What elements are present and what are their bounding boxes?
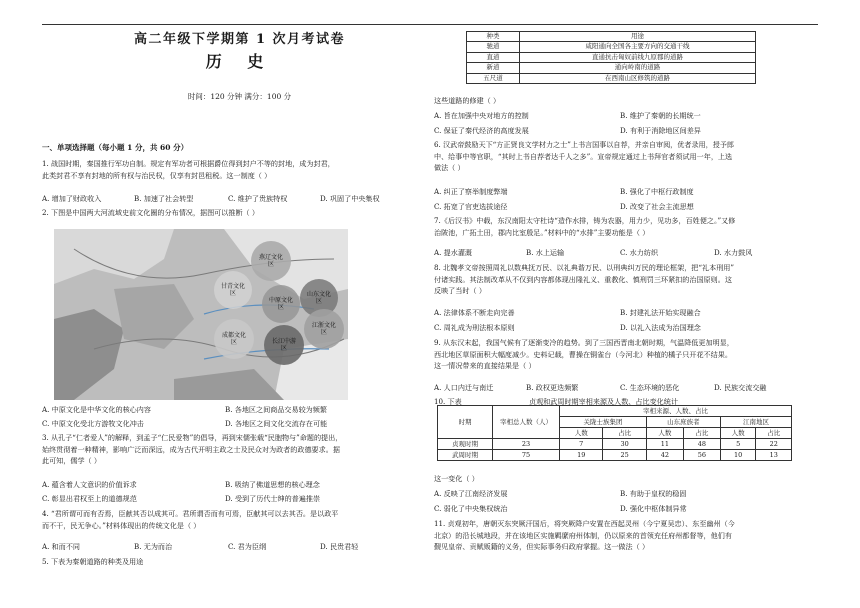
table-row: 武周时期 75 19 25 42 56 10 13 bbox=[438, 450, 792, 461]
label-yanliao: 燕辽文化区 bbox=[259, 254, 284, 268]
question-4: 4. “君所谓可而有否焉，臣献其否以成其可。君所谓否而有可焉，臣献其可以去其否。是以政平 而不干，民无争心。”材料体现出的传统文化是（ ） bbox=[42, 509, 339, 530]
q8-option-b[interactable]: B. 封建礼法开始实现融合 bbox=[620, 308, 701, 317]
q4-option-b[interactable]: B. 无为而治 bbox=[134, 542, 173, 551]
q3-option-c[interactable]: C. 彰显出君权至上的道德规范 bbox=[42, 494, 137, 503]
question-7: 7.《后汉书》中载，东汉南阳太守杜诗“造作水排，铸为农器，用力少，见功多，百姓便之。”又修 治陂池，广拓土田，郡内比室殷足。”材料中的“水排”主要功能是（ ） bbox=[434, 216, 736, 237]
q4-options bbox=[42, 541, 437, 553]
q2-option-b[interactable]: B. 各地区之间商品交易较为频繁 bbox=[225, 405, 327, 414]
q2-options-row1 bbox=[42, 404, 437, 416]
label-changjiang: 长江中游区 bbox=[272, 338, 297, 352]
q4-option-a[interactable]: A. 和而不同 bbox=[42, 542, 81, 551]
q1-option-a[interactable]: A. 增加了财政收入 bbox=[42, 194, 102, 203]
q3-option-d[interactable]: D. 受到了历代士绅的普遍推崇 bbox=[225, 494, 321, 503]
question-11: 11. 贞观初年，唐朝灭东突厥汗国后，将突厥降户安置在西起灵州（今宁夏吴忠）、东至幽州（今 北京）的沿长城地段，并在该地区实施羁縻府州体制，仍以原来的首领充任府州都督等，他们有 觐见皇帝、贡赋贩籍的义务，但实际事务归政府掌握。这一做法（ ） bbox=[434, 519, 735, 552]
q6-option-d[interactable]: D. 改变了社会主流思想 bbox=[620, 202, 694, 211]
q2-option-c[interactable]: C. 中原文化受北方游牧文化冲击 bbox=[42, 419, 144, 428]
q10-tail: 这一变化（ ） bbox=[434, 474, 479, 483]
q10-options-row2 bbox=[434, 503, 826, 515]
question-9: 9. 从东汉末起，我国气候有了逐渐变冷的趋势。到了三国西晋南北朝时期，气温降低更加明显， 西北地区草原面积大幅度减少。史料记载，曹操在铜雀台（今河北）种植的橘子只开花不结果。 这一情况带来的直接结果是（ ） bbox=[434, 338, 734, 371]
label-jiangzhe: 江浙文化区 bbox=[312, 322, 337, 336]
table-row: 五尺道 在西南山区修筑的道路 bbox=[467, 73, 756, 83]
q7-option-a[interactable]: A. 提水灌溉 bbox=[434, 248, 473, 257]
table-row: 贞观时期 23 7 30 11 48 5 22 bbox=[438, 439, 792, 450]
q9-option-b[interactable]: B. 政权更迭频繁 bbox=[526, 383, 579, 392]
q1-option-c[interactable]: C. 维护了贵族特权 bbox=[228, 194, 288, 203]
q9-option-a[interactable]: A. 人口内迁与南迁 bbox=[434, 383, 494, 392]
label-shandong: 山东文化区 bbox=[307, 291, 332, 305]
q4-option-d[interactable]: D. 民贵君轻 bbox=[320, 542, 359, 551]
th-region-jiangnan: 江南地区 bbox=[720, 417, 791, 428]
q10-options-row1 bbox=[434, 488, 826, 500]
q2-options-row2 bbox=[42, 418, 437, 430]
road-header-type: 种类 bbox=[467, 32, 520, 42]
q10-option-b[interactable]: B. 有助于皇权的稳固 bbox=[620, 489, 687, 498]
q10-option-d[interactable]: D. 强化中枢体制异常 bbox=[620, 504, 687, 513]
q9-option-c[interactable]: C. 生态环境的恶化 bbox=[620, 383, 680, 392]
q8-option-c[interactable]: C. 周礼成为刑法根本原则 bbox=[434, 323, 515, 332]
time-info: 时间：120 分钟 满分：100 分 bbox=[187, 92, 292, 101]
q3-option-b[interactable]: B. 吸纳了佛道思想的核心理念 bbox=[225, 480, 320, 489]
th-region-shandong: 山东庶族者 bbox=[646, 417, 720, 428]
right-column-lower bbox=[434, 0, 826, 608]
question-5: 5. 下表为秦朝道路的种类及用途 bbox=[42, 557, 144, 566]
section-heading: 一、单项选择题（每小题 1 分，共 60 分） bbox=[42, 143, 189, 152]
q2-option-a[interactable]: A. 中原文化是中华文化的核心内容 bbox=[42, 405, 151, 414]
premier-table: 时期 宰相总人数（人） 宰相来源、人数、占比 关陇士族集团 山东庶族者 江南地区 人数 占比 人数 占比 人数 占比 贞观时期 23 7 30 11 48 5 22 武周时期 75 19 25 42 56 10 13 bbox=[437, 405, 792, 461]
q5-option-b[interactable]: B. 维护了秦朝的长期统一 bbox=[620, 111, 701, 120]
subject-title: 历 史 bbox=[205, 52, 274, 71]
q1-option-b[interactable]: B. 加速了社会转型 bbox=[134, 194, 194, 203]
q3-options-row1 bbox=[42, 479, 437, 491]
road-header-use: 用途 bbox=[520, 32, 756, 42]
q10-number: 10. 下表 bbox=[434, 397, 462, 406]
question-6: 6. 汉武帝鼓励天下“方正贤良文学材力之士”上书言国事以自荐，并亲自审阅，优者录用，授予郎 中、给事中等官职，“其时上书自荐者达千人之多”。宣帝规定通过上书拜官者须试用一年，上选 做法（ ） bbox=[434, 140, 735, 173]
q3-option-a[interactable]: A. 蕴含着人文意识的价值诉求 bbox=[42, 480, 137, 489]
th-region-guanlong: 关陇士族集团 bbox=[560, 417, 647, 428]
q5-tail: 这些道路的修建（ ） bbox=[434, 96, 501, 105]
q10-caption: 贞观和武周时期宰相来源及人数、占比变化统计 bbox=[529, 397, 678, 406]
table-row: 直道 直通抗击匈奴前线九原郡的道路 bbox=[467, 52, 756, 62]
q5-option-a[interactable]: A. 旨在加强中央对地方的控制 bbox=[434, 111, 529, 120]
label-chengdu: 成都文化区 bbox=[222, 332, 247, 346]
q10-option-c[interactable]: C. 弱化了中央集权统治 bbox=[434, 504, 508, 513]
th-group: 宰相来源、人数、占比 bbox=[560, 406, 792, 417]
label-gangqing: 甘青文化区 bbox=[221, 283, 246, 297]
question-8: 8. 北魏孝文帝按照周礼以数典抚万民、以礼典谐万民、以刑典纠万民的理论框架，把“礼本刑用” 付诸实践。其法制改革从不仅到内容都体现出隆礼义、重教化、慎刑罚三环紧扣的治国原则。这 反映了当时（ ） bbox=[434, 263, 735, 296]
th-period: 时期 bbox=[438, 406, 493, 439]
q2-option-d[interactable]: D. 各地区之间文化交流存在可能 bbox=[225, 419, 328, 428]
question-1: 1. 战国时期，秦国推行军功自制。规定有军功者可根据爵位得到封户不等的封地，成为封君， 此类封君不享有封地的所有权与治民权，仅享有封邑租税。这一制度（ ） bbox=[42, 159, 335, 180]
label-zhongyuan: 中原文化区 bbox=[269, 297, 294, 311]
q5-option-c[interactable]: C. 保证了秦代经济的高度发展 bbox=[434, 126, 529, 135]
q3-options-row2 bbox=[42, 493, 437, 505]
q7-option-b[interactable]: B. 水上运输 bbox=[526, 248, 565, 257]
q8-option-d[interactable]: D. 以礼入法成为治国理念 bbox=[620, 323, 701, 332]
question-2: 2. 下图是中国两大河流域史前文化圈的分布情况，据图可以推断（ ） bbox=[42, 208, 259, 217]
q8-option-a[interactable]: A. 法律体系不断走向完善 bbox=[434, 308, 515, 317]
q6-option-a[interactable]: A. 纠正了察举制度弊端 bbox=[434, 187, 508, 196]
question-3: 3. 从孔子“仁者爱人”的解释，到孟子“仁民爱物”的倡导，再到宋儒张载“民胞物与”命题的提出， 始终贯彻着一种精神，影响广泛而深远，成为古代开明主政之士及民众对为政者的政德要求。据 此可知，儒学（ ） bbox=[42, 433, 343, 466]
q7-option-d[interactable]: D. 水力鼓风 bbox=[714, 248, 753, 257]
q6-option-c[interactable]: C. 拓宽了官吏选拔途径 bbox=[434, 202, 508, 211]
table-row: 新道 通向岭南的道路 bbox=[467, 63, 756, 73]
exam-title: 高二年级下学期第 1 次月考试卷 bbox=[133, 32, 346, 47]
table-row: 驰道 咸阳通向全国各主要方向的交通干线 bbox=[467, 42, 756, 52]
q6-option-b[interactable]: B. 强化了中枢行政制度 bbox=[620, 187, 694, 196]
q1-option-d[interactable]: D. 巩固了中央集权 bbox=[320, 194, 380, 203]
q4-option-c[interactable]: C. 君为臣纲 bbox=[228, 542, 267, 551]
q9-option-d[interactable]: D. 民族交流交融 bbox=[714, 383, 767, 392]
left-column-lower bbox=[42, 0, 437, 608]
th-total: 宰相总人数（人） bbox=[493, 406, 560, 439]
q10-option-a[interactable]: A. 反映了江南经济发展 bbox=[434, 489, 508, 498]
q5-option-d[interactable]: D. 有利于消除地区间差异 bbox=[620, 126, 701, 135]
q7-option-c[interactable]: C. 水力纺织 bbox=[620, 248, 659, 257]
